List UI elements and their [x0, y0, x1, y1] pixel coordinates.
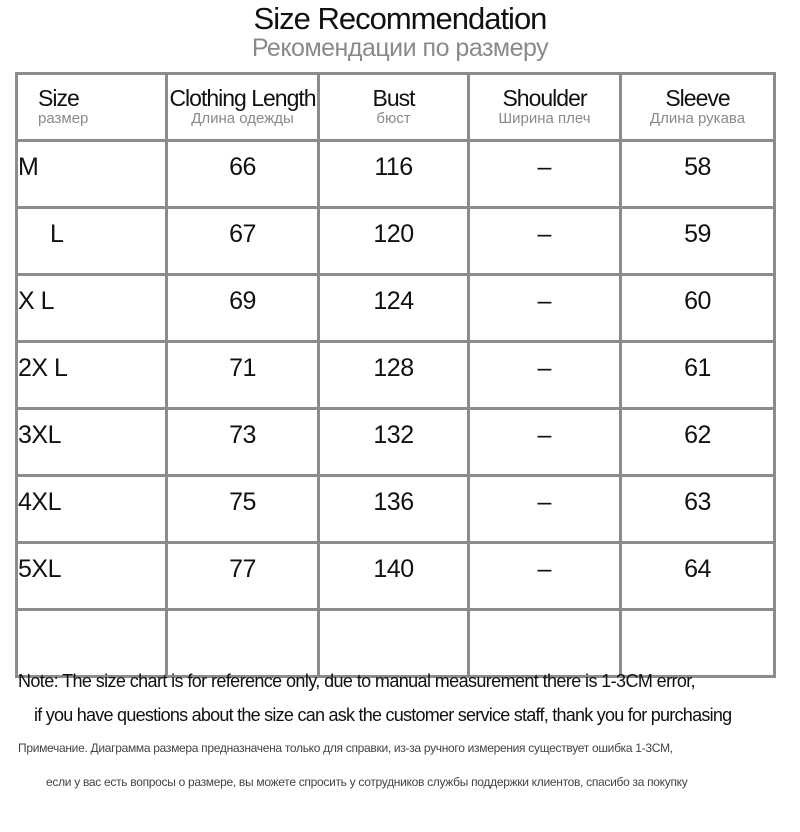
- sleeve-value: 60: [684, 287, 711, 315]
- length-value: 66: [229, 153, 256, 181]
- sleeve-value: 58: [684, 153, 711, 181]
- table-header-row: [17, 74, 775, 141]
- table-row: [17, 275, 775, 342]
- table-row: [17, 476, 775, 543]
- size-value: 5XL: [18, 555, 61, 583]
- bust-value: 128: [373, 354, 414, 382]
- sleeve-cell: [621, 409, 775, 476]
- size-value: X L: [18, 287, 55, 315]
- note-english-line-1: Note: The size chart is for reference only, due to manual measurement there is 1-3CM error,: [18, 671, 696, 691]
- size-cell: [17, 543, 167, 610]
- table-row-empty: [17, 610, 775, 677]
- shoulder-cell: [469, 208, 621, 275]
- length-value: 73: [229, 421, 256, 449]
- header-label: Clothing Length: [169, 85, 316, 111]
- bust-cell: [319, 208, 469, 275]
- bust-cell: [319, 409, 469, 476]
- shoulder-value: –: [537, 287, 552, 315]
- size-cell: [17, 141, 167, 208]
- size-value: 4XL: [18, 488, 61, 516]
- note-russian-line-2: если у вас есть вопросы о размере, вы можете спросить у сотрудников службы поддержки клиентов, спасибо за покупку: [46, 775, 688, 789]
- note-russian-line-1: Примечание. Диаграмма размера предназначена только для справки, из-за ручного измерения существует ошибка 1-3CM,: [18, 741, 673, 755]
- shoulder-value: –: [537, 220, 552, 248]
- sleeve-value: 63: [684, 488, 711, 516]
- size-value: L: [50, 220, 64, 248]
- empty-cell: [17, 610, 167, 677]
- sleeve-value: 64: [684, 555, 711, 583]
- table-row: [17, 409, 775, 476]
- sleeve-cell: [621, 543, 775, 610]
- bust-value: 140: [373, 555, 414, 583]
- header-sublabel: Длина одежды: [191, 110, 294, 127]
- bust-cell: [319, 275, 469, 342]
- length-cell: [167, 342, 319, 409]
- empty-cell: [319, 610, 469, 677]
- bust-value: 132: [373, 421, 414, 449]
- bust-value: 136: [373, 488, 414, 516]
- header-label: Size: [38, 85, 79, 111]
- length-value: 67: [229, 220, 256, 248]
- header-sublabel: размер: [38, 110, 89, 127]
- size-value: 3XL: [18, 421, 61, 449]
- shoulder-cell: [469, 543, 621, 610]
- header-sublabel: Длина рукава: [649, 110, 746, 127]
- size-table: [15, 72, 776, 678]
- length-value: 71: [229, 354, 256, 382]
- sleeve-value: 62: [684, 421, 711, 449]
- shoulder-cell: [469, 409, 621, 476]
- bust-value: 116: [374, 153, 413, 181]
- empty-cell: [621, 610, 775, 677]
- header-label: Bust: [372, 85, 415, 111]
- header-clothing-length: [167, 74, 319, 141]
- note-english-line-2: if you have questions about the size can ask the customer service staff, thank you for purchasing: [34, 705, 732, 725]
- header-label: Shoulder: [502, 85, 587, 111]
- sleeve-cell: [621, 342, 775, 409]
- length-cell: [167, 141, 319, 208]
- size-value: 2X L: [18, 354, 68, 382]
- shoulder-value: –: [537, 153, 552, 181]
- sleeve-value: 59: [684, 220, 711, 248]
- size-value: M: [18, 153, 39, 181]
- shoulder-value: –: [537, 421, 552, 449]
- header-size: [17, 74, 167, 141]
- length-cell: [167, 409, 319, 476]
- header-shoulder: [469, 74, 621, 141]
- size-cell: [17, 275, 167, 342]
- length-cell: [167, 543, 319, 610]
- length-value: 77: [229, 555, 256, 583]
- table-row: [17, 543, 775, 610]
- table-row: [17, 141, 775, 208]
- header-label: Sleeve: [665, 85, 730, 111]
- header-sleeve: [621, 74, 775, 141]
- bust-value: 120: [373, 220, 414, 248]
- empty-cell: [167, 610, 319, 677]
- bust-cell: [319, 342, 469, 409]
- bust-cell: [319, 543, 469, 610]
- shoulder-value: –: [537, 555, 552, 583]
- shoulder-cell: [469, 275, 621, 342]
- header-sublabel: бюст: [376, 110, 411, 127]
- size-cell: [17, 476, 167, 543]
- bust-value: 124: [373, 287, 414, 315]
- size-cell: [17, 409, 167, 476]
- table-row: [17, 342, 775, 409]
- empty-cell: [469, 610, 621, 677]
- shoulder-cell: [469, 141, 621, 208]
- table-row: [17, 208, 775, 275]
- shoulder-value: –: [537, 488, 552, 516]
- sleeve-cell: [621, 141, 775, 208]
- header-bust: [319, 74, 469, 141]
- length-value: 69: [229, 287, 256, 315]
- length-cell: [167, 208, 319, 275]
- length-value: 75: [229, 488, 256, 516]
- sleeve-cell: [621, 476, 775, 543]
- sleeve-cell: [621, 208, 775, 275]
- sleeve-value: 61: [684, 354, 711, 382]
- header-sublabel: Ширина плеч: [498, 110, 591, 127]
- sleeve-cell: [621, 275, 775, 342]
- size-cell: [17, 342, 167, 409]
- size-cell: [17, 208, 167, 275]
- page-title: Size Recommendation: [253, 1, 547, 36]
- length-cell: [167, 275, 319, 342]
- length-cell: [167, 476, 319, 543]
- page-subtitle: Рекомендации по размеру: [251, 34, 549, 62]
- bust-cell: [319, 141, 469, 208]
- shoulder-cell: [469, 476, 621, 543]
- bust-cell: [319, 476, 469, 543]
- shoulder-value: –: [537, 354, 552, 382]
- shoulder-cell: [469, 342, 621, 409]
